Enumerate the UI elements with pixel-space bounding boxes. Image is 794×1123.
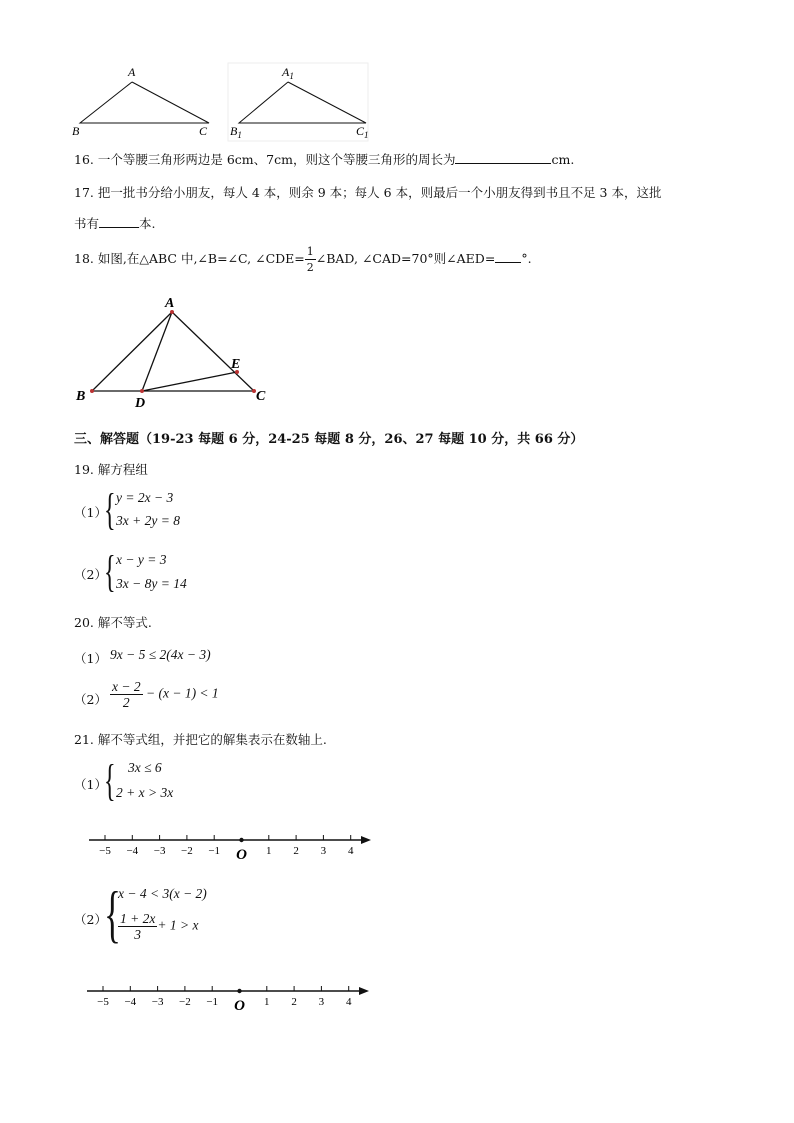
q19-part2-brace: { xyxy=(104,547,116,596)
tick-label: 4 xyxy=(345,996,352,1008)
q19-part1-label: （1） xyxy=(74,505,107,520)
question-17-line2 xyxy=(74,214,156,232)
q20-part2-fraction: $\frac{x - 2}{2}$ xyxy=(112,679,141,710)
question-16 xyxy=(74,150,574,168)
q19-part1-eq1: y = 2x − 3 xyxy=(116,490,174,505)
q18-end: °. xyxy=(521,251,532,266)
q19-part2-label: （2） xyxy=(74,567,107,582)
q18-after: ∠BAD, ∠CAD=70°则∠AED= xyxy=(315,251,496,266)
q20-part2-label: （2） xyxy=(74,692,107,707)
q17-number: 17. xyxy=(74,185,94,200)
tick-label: −2 xyxy=(179,996,191,1008)
tick-label: 3 xyxy=(320,845,327,857)
tick-label: −1 xyxy=(206,996,219,1008)
tick-label: −2 xyxy=(181,845,193,857)
fig18-label-d: D xyxy=(135,396,146,410)
question-17 xyxy=(74,183,661,201)
tick-label: O xyxy=(236,847,247,863)
q18-before: 如图,在△ABC 中,∠B=∠C, ∠CDE= xyxy=(97,251,305,266)
fig18-label-a: A xyxy=(165,296,175,311)
q21-part2-brace: { xyxy=(104,878,121,949)
q18-answer-blank[interactable] xyxy=(495,250,521,263)
number-line-arrow xyxy=(361,836,371,844)
q21-part2-eq2 xyxy=(118,911,198,942)
q19-title: 解方程组 xyxy=(97,462,148,477)
q16-number: 16. xyxy=(74,152,94,167)
q21-part2-eq2-rest: + 1 > x xyxy=(157,917,199,933)
label-c: C xyxy=(199,124,208,138)
q20-part2-expr xyxy=(110,679,219,710)
label-a1: $A_1$ xyxy=(282,65,294,81)
q20-title: 解不等式. xyxy=(97,615,152,630)
tick-label: O xyxy=(234,998,245,1014)
label-a: A xyxy=(128,65,136,79)
label-c1: $C_1$ xyxy=(356,124,369,140)
q21-title: 解不等式组，并把它的解集表示在数轴上. xyxy=(97,732,327,747)
question-19 xyxy=(74,460,148,478)
tick-label: 2 xyxy=(291,996,297,1008)
question-21 xyxy=(74,730,327,748)
tick-label: 2 xyxy=(293,845,299,857)
q16-unit: cm. xyxy=(551,152,575,167)
tick-label: 4 xyxy=(347,845,354,857)
q18-fraction: $\frac{1}{2}$ xyxy=(306,245,314,274)
q19-part1-eq2: 3x + 2y = 8 xyxy=(116,513,180,528)
q17-line2a: 书有 xyxy=(74,216,100,231)
q21-part2-eq1: x − 4 < 3(x − 2) xyxy=(118,886,207,901)
question-18 xyxy=(74,244,532,275)
tick-label: 1 xyxy=(266,845,272,857)
q21-part1-brace: { xyxy=(104,756,116,805)
number-line-arrow xyxy=(359,987,369,995)
fig18-label-e: E xyxy=(231,357,241,372)
q19-part2-eq2: 3x − 8y = 14 xyxy=(116,576,187,591)
q21-part1-eq1: 3x ≤ 6 xyxy=(128,760,162,775)
number-line-2[interactable] xyxy=(84,983,374,1015)
fig18-label-c: C xyxy=(256,389,266,404)
tick-label: −4 xyxy=(126,845,139,857)
q19-part1-brace: { xyxy=(104,485,116,534)
q21-part1-eq2: 2 + x > 3x xyxy=(116,785,174,800)
tick-label: −5 xyxy=(97,996,109,1008)
q20-part1-expr: 9x − 5 ≤ 2(4x − 3) xyxy=(110,647,211,662)
q19-part2-eq1: x − y = 3 xyxy=(116,552,167,567)
tick-label: −3 xyxy=(153,845,166,857)
q16-answer-blank[interactable] xyxy=(455,151,551,164)
q17-answer-blank[interactable] xyxy=(99,215,139,228)
q20-part2-rest: − (x − 1) < 1 xyxy=(145,685,219,701)
label-b: B xyxy=(72,124,80,138)
q19-number: 19. xyxy=(74,462,94,477)
origin-dot xyxy=(239,838,243,842)
q21-part2-fraction: $\frac{1 + 2x}{3}$ xyxy=(120,911,156,942)
origin-dot xyxy=(237,989,241,993)
congruent-triangles-figure xyxy=(68,60,378,145)
q18-number: 18. xyxy=(74,251,94,266)
tick-label: 3 xyxy=(318,996,325,1008)
tick-label: −3 xyxy=(151,996,164,1008)
tick-label: 1 xyxy=(264,996,270,1008)
number-line-1[interactable] xyxy=(86,832,376,864)
tick-label: −1 xyxy=(208,845,221,857)
section-3-heading: 三、解答题（19-23 每题 6 分，24-25 每题 8 分，26、27 每题 10 分，共 66 分） xyxy=(74,432,584,447)
label-b1: $B_1$ xyxy=(230,124,242,140)
q21-part2-label: （2） xyxy=(74,912,107,927)
tick-label: −5 xyxy=(99,845,111,857)
q17-line1: 把一批书分给小朋友，每人 4 本，则余 9 本；每人 6 本，则最后一个小朋友得到书且不足 3 本，这批 xyxy=(97,185,662,200)
question-20 xyxy=(74,613,152,631)
q16-text: 一个等腰三角形两边是 6cm、7cm，则这个等腰三角形的周长为 xyxy=(97,152,456,167)
q21-part1-label: （1） xyxy=(74,777,107,792)
q21-number: 21. xyxy=(74,732,94,747)
q17-line2b: 本. xyxy=(139,216,156,231)
fig18-label-b: B xyxy=(76,389,86,404)
triangle-abc-figure xyxy=(70,292,280,410)
tick-label: −4 xyxy=(124,996,137,1008)
q20-number: 20. xyxy=(74,615,94,630)
q20-part1-label: （1） xyxy=(74,651,107,666)
